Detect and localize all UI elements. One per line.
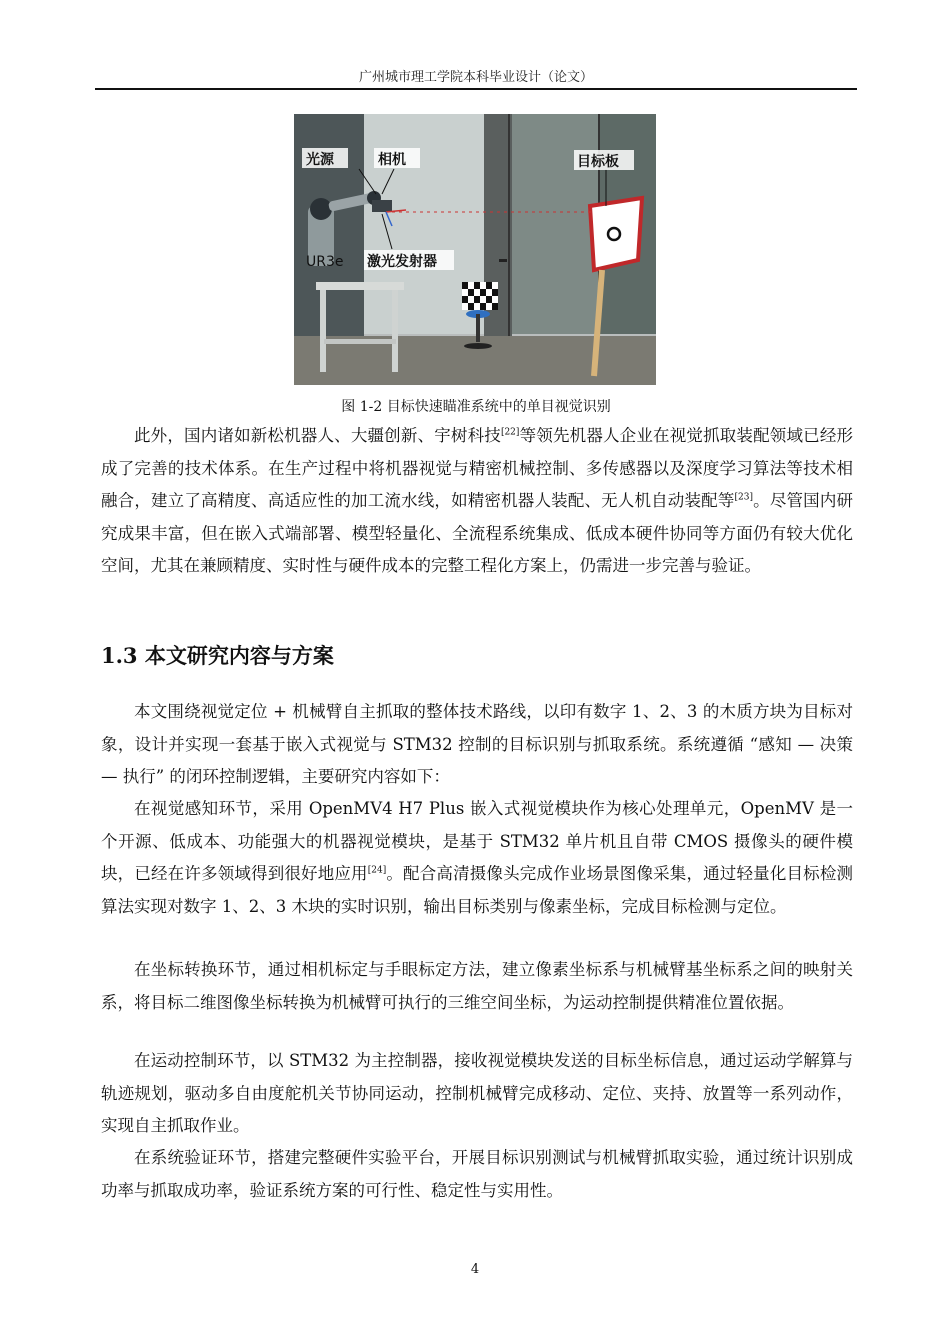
p1-text-a: 此外，国内诸如新松机器人、大疆创新、宇树科技	[134, 426, 501, 445]
paragraph-vision	[101, 793, 853, 923]
label-target-board: 目标板	[577, 154, 619, 170]
p3-text-b: 。配合高清摄像头完成作业场景图像采集，通过轻量化目标检测算法实现对数字 1、2、3 木块的实时识别，输出目标类别与像素坐标，完成目标检测与定位。	[101, 864, 854, 916]
citation-24: [24]	[367, 865, 387, 876]
paragraph-motion-control: 在运动控制环节，以 STM32 为主控制器，接收视觉模块发送的目标坐标信息，通过运动学解算与轨迹规划，驱动多自由度舵机关节协同运动，控制机械臂完成移动、定位、夹持、放置等一系列动作，实现自主抓取作业。	[101, 1051, 853, 1135]
p1-text-b: 等领先机器人企业在视觉抓取装配领域已经形成了完善的技术体系。在生产过程中将机器视觉与精密机械控制、多传感器以及深度学习算法等技术相融合，建立了高精度、高适应性的加工流水线，如精密机器人装配、无人机自动装配等	[101, 426, 854, 510]
paragraph-coordinate: 在坐标转换环节，通过相机标定与手眼标定方法，建立像素坐标系与机械臂基坐标系之间的映射关系，将目标二维图像坐标转换为机械臂可执行的三维空间坐标，为运动控制提供精准位置依据。	[101, 960, 853, 1012]
paragraph-validation: 在系统验证环节，搭建完整硬件实验平台，开展目标识别测试与机械臂抓取实验，通过统计识别成功率与抓取成功率，验证系统方案的可行性、稳定性与实用性。	[101, 1148, 853, 1200]
label-light: 光源	[306, 152, 334, 168]
running-header: 广州城市理工学院本科毕业设计（论文）	[358, 70, 593, 85]
citation-22: [22]	[500, 427, 520, 438]
label-camera: 相机	[378, 152, 406, 168]
p1-text-c: 。尽管国内研究成果丰富，但在嵌入式端部署、模型轻量化、全流程系统集成、低成本硬件协同等方面仍有较大优化空间，尤其在兼顾精度、实时性与硬件成本的完整工程化方案上，仍需进一步完善与验证。	[101, 491, 854, 575]
label-robot: UR3e	[306, 254, 344, 270]
section-title: 1.3 本文研究内容与方案	[101, 643, 334, 668]
lab-setup-photo	[294, 114, 656, 385]
label-laser: 激光发射器	[367, 254, 437, 270]
figure-caption: 图 1-2 目标快速瞄准系统中的单目视觉识别	[341, 399, 611, 415]
paragraph-overview: 本文围绕视觉定位 + 机械臂自主抓取的整体技术路线，以印有数字 1、2、3 的木质方块为目标对象，设计并实现一套基于嵌入式视觉与 STM32 控制的目标识别与抓取系统。系统遵循 “感知 — 决策 — 执行” 的闭环控制逻辑，主要研究内容如下：	[101, 702, 853, 786]
header-rule	[95, 88, 857, 90]
p3-text-a: 在视觉感知环节，采用 OpenMV4 H7 Plus 嵌入式视觉模块作为核心处理单元，OpenMV 是一个开源、低成本、功能强大的机器视觉模块，是基于 STM32 单片机且自带 CMOS 摄像头的硬件模块，已经在许多领域得到很好地应用	[101, 799, 853, 883]
page-number: 4	[470, 1262, 480, 1277]
paragraph-domestic-research	[101, 420, 853, 583]
citation-23: [23]	[734, 492, 753, 503]
